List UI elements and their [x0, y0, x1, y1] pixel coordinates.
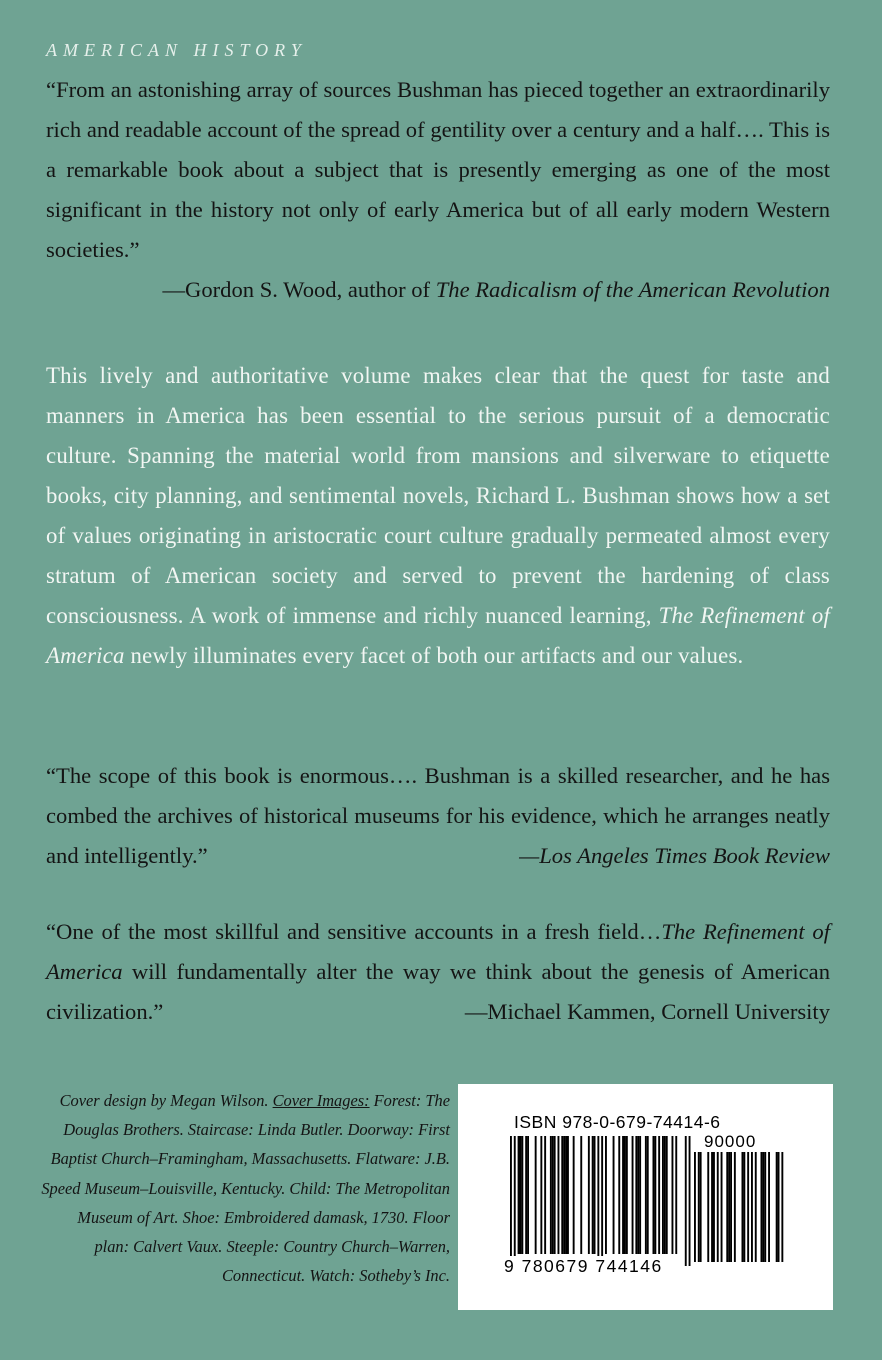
barcode-bar: [565, 1136, 567, 1254]
quote-attribution: —Los Angeles Times Book Review: [519, 843, 830, 868]
quote-attribution: —Michael Kammen, Cornell University: [464, 999, 830, 1024]
addon-barcode: [694, 1152, 786, 1264]
barcode-bar: [594, 1136, 596, 1254]
review-quote-wood: [46, 70, 830, 310]
barcode-bar: [734, 1152, 736, 1262]
barcode-bar: [658, 1136, 660, 1254]
barcode-bar: [685, 1136, 687, 1266]
barcode-digits: 9 780679 744146: [504, 1256, 663, 1276]
attribution-book-title: The Radicalism of the American Revolution: [435, 277, 830, 302]
barcode-bar: [613, 1136, 615, 1254]
barcode-bar: [675, 1136, 677, 1254]
barcode-bar: [781, 1152, 783, 1262]
barcode-bar: [544, 1136, 546, 1254]
barcode-bar: [751, 1152, 753, 1262]
description-book-title: The Refinement of America: [46, 603, 830, 668]
barcode-bar: [514, 1136, 516, 1266]
barcode-bar: [550, 1136, 552, 1254]
barcode-bar: [632, 1136, 634, 1254]
barcode-bar: [520, 1136, 522, 1254]
barcode-panel: [458, 1084, 833, 1310]
barcode-bar: [645, 1136, 647, 1254]
quote-book-title: The Refinement of America: [46, 919, 830, 984]
credits-images-text: Forest: The Douglas Brothers. Staircase: Linda Butler. Doorway: First Baptist Church–Framingham, Massachusetts. Flatware: J.B. Speed Museum–Louisville, Kentucky. Child: The Metropolitan Museum of Art. Shoe: Embroidered damask, 1730. Floor plan: Calvert Vaux. Steeple: Country Church–Warren, Connecticut. Watch: Sotheby’s Inc.: [41, 1091, 450, 1286]
barcode-bar: [764, 1152, 766, 1262]
barcode-bar: [776, 1152, 778, 1262]
barcode-bar: [647, 1136, 649, 1254]
barcode-bar: [666, 1136, 668, 1254]
barcode-bar: [721, 1152, 723, 1262]
barcode-bar: [672, 1136, 674, 1254]
barcode-bar: [713, 1152, 715, 1262]
review-quote-la-times: [46, 756, 830, 876]
barcode-bar: [521, 1136, 523, 1254]
barcode-bar: [768, 1152, 770, 1262]
barcode-bar: [689, 1136, 691, 1266]
barcode-bar: [639, 1136, 641, 1254]
category-heading: AMERICAN HISTORY: [46, 40, 307, 60]
price-code: 90000: [704, 1132, 757, 1151]
barcode-bar: [730, 1152, 732, 1262]
quote-text-after: will fundamentally alter the way we think about the genesis of American civilization.”: [46, 959, 830, 1024]
barcode-bar: [624, 1136, 626, 1254]
barcode-bar: [525, 1136, 527, 1254]
quote-text: “The scope of this book is enormous…. Bushman is a skilled researcher, and he has combed the archives of historical museums for his evidence, which he arranges neatly and intelligently.”: [46, 763, 830, 868]
quote-text: “From an astonishing array of sources Bushman has pieced together an extraordinarily rich and readable account of the spread of gentility over a century and a half…. This is a remarkable book about a subject that is presently emerging as one of the most significant in the history not only of early America but of all early modern Western societies.”: [46, 77, 830, 262]
barcode-bar: [717, 1152, 719, 1262]
barcode-bar: [601, 1136, 603, 1266]
review-quote-kammen: [46, 912, 830, 1032]
barcode-bar: [626, 1136, 628, 1254]
barcode-bar: [618, 1136, 620, 1254]
barcode-bar: [698, 1152, 700, 1262]
barcode-bar: [527, 1136, 529, 1254]
barcode-bar: [592, 1136, 594, 1254]
barcode-bar: [653, 1136, 655, 1254]
description-text-after: newly illuminates every facet of both our artifacts and our values.: [124, 643, 744, 668]
barcode-bar: [637, 1136, 639, 1254]
barcode-bar: [605, 1136, 607, 1254]
barcode-bar: [580, 1136, 582, 1254]
barcode-bar: [552, 1136, 554, 1254]
barcode-bar: [743, 1152, 745, 1262]
barcode-bar: [554, 1136, 556, 1254]
barcode-bar: [563, 1136, 565, 1254]
barcode-bar: [573, 1136, 575, 1254]
barcode-bar: [540, 1136, 542, 1254]
isbn-label: ISBN 978-0-679-74414-6: [514, 1112, 721, 1132]
barcode-bar: [707, 1152, 709, 1262]
barcode-bar: [762, 1152, 764, 1262]
book-description: [46, 356, 830, 676]
barcode-bar: [742, 1152, 744, 1262]
barcode-bar: [518, 1136, 520, 1254]
credits-images-label: Cover Images:: [272, 1091, 370, 1110]
quote-attribution: [46, 270, 830, 310]
barcode-bar: [728, 1152, 730, 1262]
barcode-bar: [588, 1136, 590, 1254]
barcode-bar: [662, 1136, 664, 1254]
barcode-bar: [664, 1136, 666, 1254]
description-text-before: This lively and authoritative volume makes clear that the quest for taste and manners in America has been essential to the serious pursuit of a democratic culture. Spanning the material world from mansions and silverware to etiquette books, city planning, and sentimental novels, Richard L. Bushman shows how a set of values originating in aristocratic court culture gradually permeated almost every stratum of American society and served to prevent the hardening of class consciousness. A work of immense and richly nuanced learning,: [46, 363, 830, 628]
barcode-bar: [654, 1136, 656, 1254]
barcode-bar: [567, 1136, 569, 1254]
credits-design: Cover design by Megan Wilson.: [59, 1091, 273, 1110]
barcode-bar: [711, 1152, 713, 1262]
barcode-bar: [510, 1136, 512, 1266]
barcode-bar: [778, 1152, 780, 1262]
barcode-bar: [747, 1152, 749, 1262]
cover-credits: [40, 1086, 450, 1290]
barcode-bar: [700, 1152, 702, 1262]
barcode-bar: [558, 1136, 560, 1254]
barcode-bar: [694, 1152, 696, 1262]
barcode-bar: [535, 1136, 537, 1254]
isbn-barcode: [510, 1136, 692, 1268]
barcode-bar: [635, 1136, 637, 1254]
quote-text-before: “One of the most skillful and sensitive accounts in a fresh field…: [46, 919, 662, 944]
barcode-bar: [597, 1136, 599, 1266]
attribution-author: —Gordon S. Wood, author of: [162, 277, 436, 302]
barcode-bar: [726, 1152, 728, 1262]
barcode-bar: [761, 1152, 763, 1262]
barcode-bar: [622, 1136, 624, 1254]
barcode-bar: [755, 1152, 757, 1262]
barcode-bar: [561, 1136, 563, 1254]
